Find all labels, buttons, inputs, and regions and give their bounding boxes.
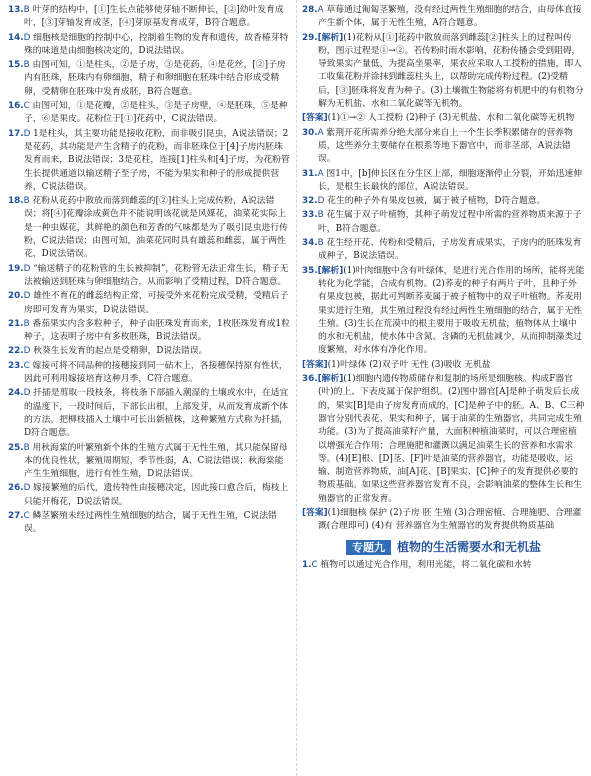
item-text: 紫荆开花所需养分绝大部分来自上一个生长季积累储存的营养物质，这些养分主要储存在根系等地下器官中，而非茎部，A说法错误。 bbox=[318, 127, 573, 165]
item-number: 22. bbox=[8, 346, 24, 357]
item-number: 18. bbox=[8, 196, 24, 207]
item-answer: B bbox=[23, 60, 30, 71]
item-tag: [解析] bbox=[317, 265, 344, 276]
column-divider bbox=[296, 0, 297, 776]
item-answer: B bbox=[317, 210, 324, 221]
item-text: (1)花粉从[①]花药中散放而落到雌蕊[②]柱头上的过程叫传粉，图示过程是①→②。若传粉时雨水影响，花粉传播会受到阻碍，导致果实产量低，为提高坐果率，果农应采取人工授粉的措施，即人工收集花粉并涂抹到雌蕊柱头上，以帮助完成传粉过程。(2)受精后，[③]胚珠将发育为种子。(3)土壤微生物能将有机肥中的有机物分解为无机盐、水和二氧化碳等无机物。 bbox=[318, 32, 584, 110]
item-text: 花粉从花药中散放而落到雌蕊的[②]柱头上完成传粉，A说法错误；将[④]花瓣涂成黄色并不能说明该花就是风媒花，油菜花实际上是一种虫媒花，其鲜艳的颜色和芳香的气味都是为了吸引昆虫进行传粉，C说法错误；由图可知，油菜花同时具有雄蕊和雌蕊，属于两性花，D说法错误。 bbox=[24, 196, 288, 260]
item-text: 1是柱头，其主要功能是接收花粉，而非吸引昆虫，A说法错误；2是花药，其功能是产生含精子的花粉，而非胚珠位于[4]子房内胚珠发育而来，B说法错误；3是花柱，连接[1]柱头和[4]子房，为花粉管生长提供通道以输送精子至子房，不能为果实和种子的形成提供营养，C说法错误。 bbox=[24, 128, 290, 192]
answer-item bbox=[302, 195, 585, 208]
item-text: 由图可知，①是柱头，②是子房，③是花药，④是花丝，[②]子房内有胚珠，胚珠内有卵细胞，精子和卵细胞在胚珠中结合形成受精卵，受精卵在胚珠中发育成胚，B符合题意。 bbox=[24, 60, 286, 97]
answer-item bbox=[8, 442, 290, 482]
item-number: 20. bbox=[8, 291, 24, 302]
item-text: 花生经开花、传粉和受精后，子房发育成果实，子房内的胚珠发育成种子，B说法错误。 bbox=[318, 238, 582, 262]
item-answer: D bbox=[23, 128, 31, 139]
item-number: 26. bbox=[8, 483, 24, 494]
answer-item bbox=[8, 195, 290, 261]
answer-item bbox=[8, 4, 290, 31]
item-answer: B bbox=[23, 196, 30, 207]
answer-item bbox=[302, 265, 585, 358]
item-number: 34. bbox=[302, 238, 318, 249]
item-answer: B bbox=[23, 318, 30, 329]
item-number: 27. bbox=[8, 510, 24, 521]
item-tag: [答案] bbox=[302, 113, 328, 124]
item-number: 36. bbox=[302, 374, 318, 385]
answer-item bbox=[8, 290, 290, 317]
section-title: 植物的生活需要水和无机盐 bbox=[396, 539, 541, 554]
item-text: (1)①→② 人工授粉 (2)种子 (3)无机盐、水和二氧化碳等无机物 bbox=[327, 113, 575, 124]
answer-item bbox=[8, 387, 290, 440]
item-number: 16. bbox=[8, 101, 24, 112]
item-number: 32. bbox=[302, 196, 318, 207]
item-text: 花生属于双子叶植物，其种子萌发过程中所需的营养物质来源于子叶，B符合题意。 bbox=[318, 210, 582, 234]
answer-item bbox=[302, 127, 585, 167]
item-text: (1)细胞核 保护 (2)子房 胚 生殖 (3)合理密植、合理施肥、合理灌溉(合理即可) (4)有 营养器官为生殖器官的发育提供物质基础 bbox=[318, 507, 582, 532]
answer-item bbox=[302, 237, 585, 264]
item-answer: C bbox=[23, 510, 30, 521]
item-text: 雄性不育花的雌蕊结构正常，可接受外来花粉完成受精，受精后子房即可发育为果实，D说法错误。 bbox=[24, 291, 289, 315]
item-number: 31. bbox=[302, 168, 318, 179]
item-number: 33. bbox=[302, 210, 318, 221]
section-first-item bbox=[302, 559, 585, 572]
item-answer: C bbox=[311, 559, 318, 570]
item-number: 24. bbox=[8, 388, 24, 399]
item-number: 30. bbox=[302, 127, 318, 138]
item-number: 19. bbox=[8, 263, 24, 274]
item-number: 21. bbox=[8, 318, 24, 329]
answer-item bbox=[8, 128, 290, 194]
item-text: 图1中，[b]伸长区在分生区上部，细胞逐渐停止分裂，开始迅速伸长，是根生长最快的部位，A说法错误。 bbox=[318, 168, 583, 192]
item-text: 嫁接繁殖的后代，遗传特性由接穗决定，因此接口愈合后，梅枝上只能开梅花，D说法错误。 bbox=[24, 483, 289, 507]
item-text: 细胞核是细胞的控制中心，控制着生物的发育和遗传，故香椿芽特殊的味道是由细胞核决定的，D说法错误。 bbox=[24, 32, 289, 56]
item-answer: D bbox=[23, 263, 31, 274]
section-header bbox=[302, 540, 585, 555]
item-text: 草莓通过匍匐茎繁殖，没有经过两性生殖细胞的结合，由母体直接产生新个体，属于无性生殖，A符合题意。 bbox=[318, 5, 582, 29]
item-answer: D bbox=[317, 196, 325, 207]
answer-item bbox=[8, 360, 290, 387]
answer-item bbox=[302, 4, 585, 31]
item-number: 35. bbox=[302, 265, 318, 276]
answer-item bbox=[8, 100, 290, 127]
item-text: 扦插是剪取一段枝条，将枝条下部插入潮湿的土壤或水中，在适宜的温度下，一段时间后，下部长出根，上部发芽，从而发育成新个体的方法。把柳枝插入土壤中可长出新植株，这种繁殖方式称为扦插，D符合题意。 bbox=[24, 388, 289, 439]
item-number: 1. bbox=[302, 559, 312, 570]
item-text: 用秋海棠的叶繁殖新个体的生殖方式属于无性生殖，其只能保留母本的优良性状，繁殖周期短，季节性弱，A、C说法错误；秋海棠能产生生殖细胞，进行有性生殖，D说法错误。 bbox=[24, 442, 288, 480]
right-column bbox=[302, 4, 585, 573]
item-text: 番茄果实内含多粒种子，种子由胚珠发育而来，1枚胚珠发育成1粒种子，这表明子房中有多枚胚珠，B说法错误。 bbox=[24, 318, 290, 343]
item-text: 秋葵生长发育的起点是受精卵，D说法错误。 bbox=[33, 346, 208, 357]
answer-item bbox=[302, 32, 585, 112]
answer-item bbox=[8, 345, 290, 358]
answer-item bbox=[302, 507, 585, 534]
item-text: 嫁接可将不同品种的接穗接到同一砧木上，各接穗保持原有性状，因此可利用嫁接培育这种月季，C符合题意。 bbox=[24, 360, 288, 385]
item-answer: B bbox=[23, 442, 30, 453]
item-text: (1)叶肉细胞中含有叶绿体，是进行光合作用的场所，能将光能转化为化学能，合成有机物。(2)荞麦的种子有两片子叶，且种子外有果皮包被，据此可判断荞麦属于被子植物中的双子叶植物。荞麦用果实进行生殖，其生殖过程没有经过两性生殖细胞的结合，属于无性生殖。(3)生长在荒漠中的根主要用于吸收无机盐，植物体从土壤中的水和无机盐，使水体中含氮、含磷的无机盐减少，从而抑制藻类过度繁殖，对水体有净化作用。 bbox=[318, 265, 585, 356]
item-answer: D bbox=[23, 483, 31, 494]
item-text: (1)细胞内遗传物质储存和复制的场所是细胞核。构成F器官(叶)的上、下表皮属于保护组织。(2)图中器官[A]是种子萌发后长成的，果实[B]是由子房发育而成的，[C]是种子中的胚。A、B、C三种器官分别代表花、果实和种子，属于油菜的生殖器官，共同完成生殖功能。(3)为了提高油菜籽产量，大面积种植油菜时，可以合理密植以增强光合作用；合理施肥和灌溉以满足油菜生长的营养和水需求等。(4)[E]根、[D]茎、[F]叶是油菜的营养器官，功能是吸收、运输、制造营养物质，油[A]花、[B]果实、[C]种子的发育提供必要的物质基础。如果这些营养器官发育不良，会影响油菜的整体生长和生殖器官的正常发育。 bbox=[318, 374, 585, 504]
item-answer: B bbox=[317, 238, 324, 249]
item-text: 花生的种子外有果皮包被，属于被子植物，D符合题意。 bbox=[327, 196, 546, 207]
item-answer: A bbox=[317, 5, 324, 15]
item-answer: D bbox=[23, 32, 31, 43]
answer-item bbox=[8, 510, 290, 537]
item-number: 28. bbox=[302, 5, 318, 15]
answer-item bbox=[8, 32, 290, 59]
item-number: 15. bbox=[8, 60, 24, 71]
item-answer: C bbox=[23, 101, 30, 112]
item-text: “输送精子的花粉管的生长被抑制”，花粉管无法正常生长，精子无法被输送到胚珠与卵细胞结合，从而影响了受精过程，D符合题意。 bbox=[24, 263, 289, 287]
item-answer: C bbox=[23, 360, 30, 371]
item-text: 由图可知，①是花瓣，②是柱头，③是子房壁，④是胚珠，⑤是种子，⑥是果皮。花粉位于[①]花药中，C说法错误。 bbox=[24, 101, 288, 125]
item-text: 植物可以通过光合作用，利用光能，将二氧化碳和水转 bbox=[320, 559, 532, 570]
answer-item bbox=[8, 318, 290, 345]
item-tag: [解析] bbox=[317, 32, 344, 43]
answer-item bbox=[302, 373, 585, 506]
answer-item bbox=[302, 168, 585, 195]
item-answer: D bbox=[23, 346, 31, 357]
item-number: 14. bbox=[8, 32, 24, 43]
answer-item bbox=[8, 482, 290, 509]
item-tag: [答案] bbox=[302, 507, 328, 518]
item-tag: [答案] bbox=[302, 359, 328, 370]
item-text: (1)叶绿体 (2)双子叶 无性 (3)吸收 无机盐 bbox=[327, 359, 491, 370]
section-label: 专题九 bbox=[346, 540, 391, 555]
item-answer: A bbox=[317, 127, 324, 138]
item-answer: A bbox=[317, 168, 324, 179]
answer-item bbox=[302, 112, 585, 125]
right-items bbox=[302, 4, 585, 534]
item-tag: [解析] bbox=[317, 374, 344, 385]
item-answer: B bbox=[23, 5, 30, 15]
item-number: 17. bbox=[8, 128, 24, 139]
item-number: 25. bbox=[8, 442, 24, 453]
answer-item bbox=[8, 263, 290, 290]
item-text: 叶芽的结构中，[①]生长点能够使芽轴不断伸长，[②]幼叶发育成叶，[③]芽轴发育成茎，[④]芽原基发育成芽，B符合题意。 bbox=[24, 5, 284, 29]
answer-item bbox=[302, 359, 585, 372]
left-column bbox=[8, 4, 290, 538]
item-answer: D bbox=[23, 291, 31, 302]
answer-item bbox=[302, 209, 585, 236]
item-answer: D bbox=[23, 388, 31, 399]
answer-item bbox=[8, 59, 290, 99]
item-number: 23. bbox=[8, 360, 24, 371]
item-text: 鳞茎繁殖未经过两性生殖细胞的结合，属于无性生殖，C说法错误。 bbox=[24, 510, 277, 535]
item-number: 29. bbox=[302, 32, 318, 43]
item-number: 13. bbox=[8, 5, 24, 15]
